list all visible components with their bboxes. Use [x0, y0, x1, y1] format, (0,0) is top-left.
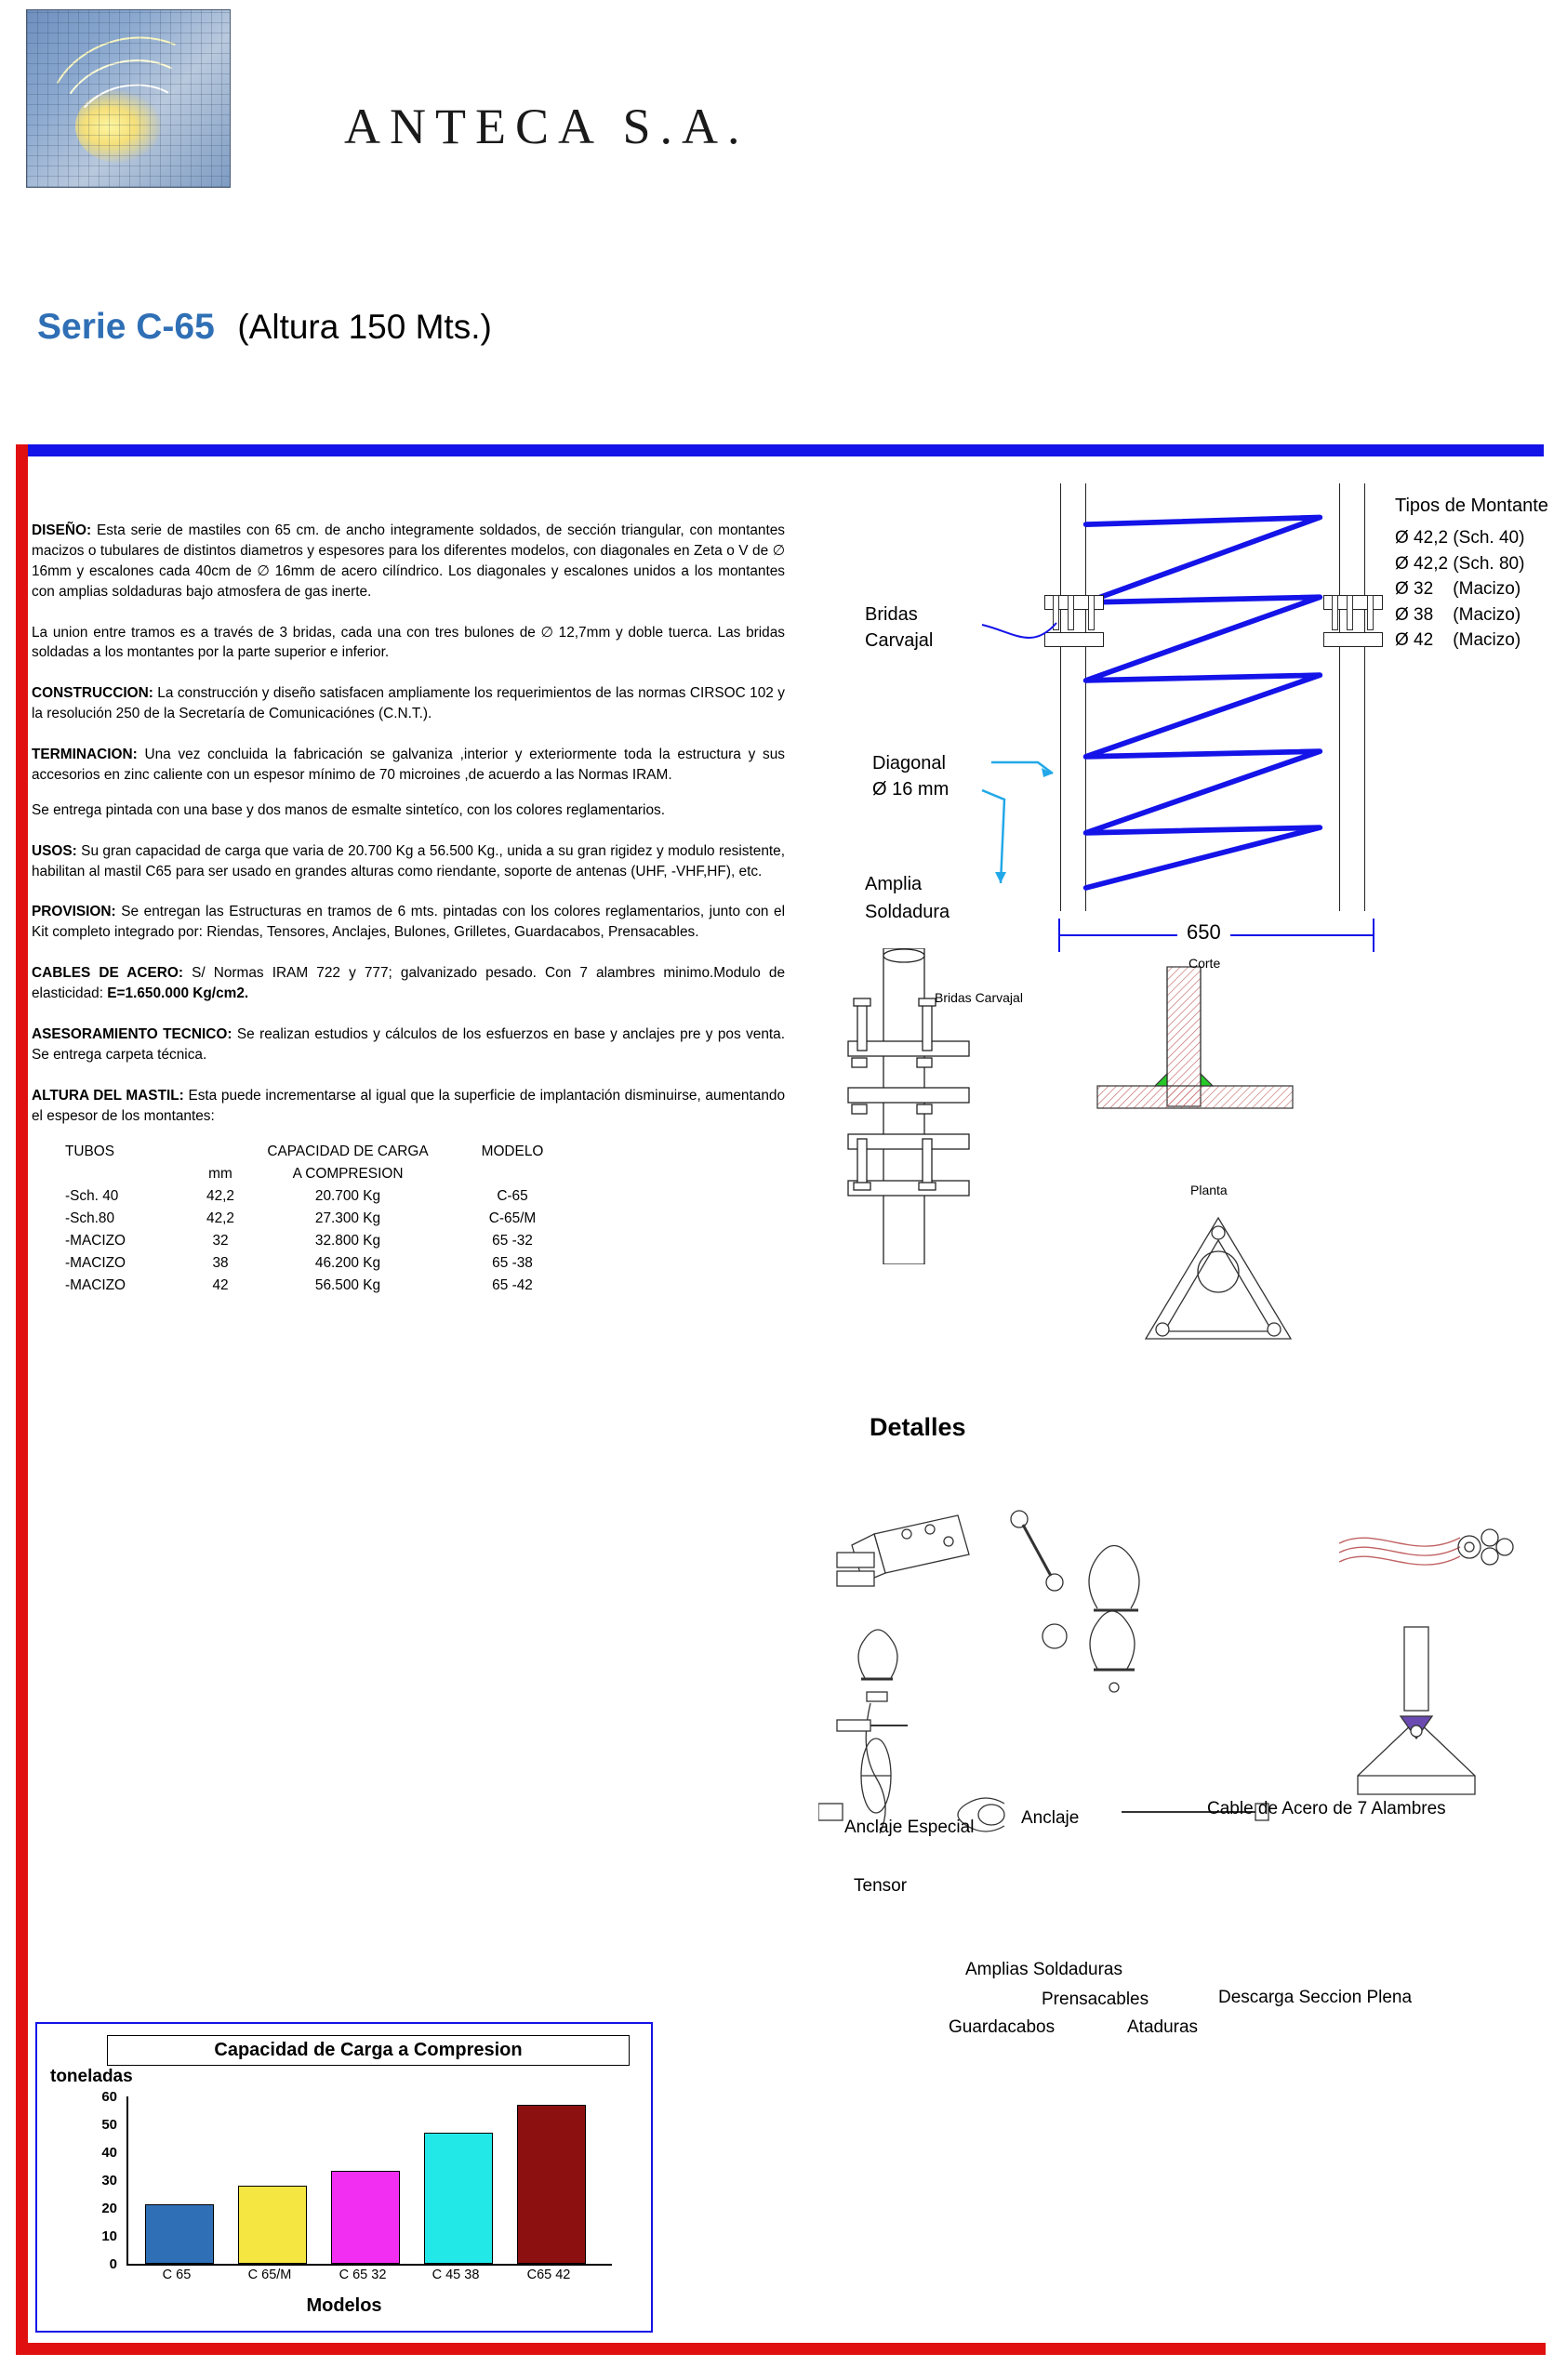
ytick-10: 10 [101, 2228, 117, 2244]
section-union [32, 623, 785, 664]
chart-bar [238, 2186, 307, 2264]
chart-title: Capacidad de Carga a Compresion [107, 2035, 630, 2066]
accessories-drawings [818, 1497, 1553, 1990]
cell-carga: 56.500 Kg [314, 1276, 381, 1293]
label-anclaje-especial: Anclaje Especial [844, 1818, 975, 1837]
section-cables-modulo: E=1.650.000 Kg/cm2. [107, 985, 249, 1001]
table-row [60, 1208, 588, 1230]
th-blank-1 [182, 1141, 259, 1163]
ytick-20: 20 [101, 2201, 117, 2216]
ytick-0: 0 [109, 2256, 117, 2272]
montante-row: Ø 42,2 (Sch. 80) [1395, 553, 1525, 574]
cell-modelo: C-65/M [488, 1210, 537, 1226]
label-diagonal-line1: Diagonal [872, 753, 946, 774]
chart-bar [424, 2133, 493, 2264]
cell-tubo: -MACIZO [65, 1254, 126, 1271]
section-usos [32, 841, 785, 882]
ytick-30: 30 [101, 2173, 117, 2188]
section-usos-text: Su gran capacidad de carga que varia de 20.700 Kg a 56.500 Kg., unida a su gran rigidez y modulo resistente, habilitan al mastil C65 para ser usado en grandes alturas como riendante, soporte de antenas (UHF, -VHF,HF), etc. [32, 842, 785, 879]
cell-mm: 42,2 [206, 1188, 234, 1205]
bottom-red-bar [16, 2343, 1546, 2355]
montante-row: Ø 38 (Macizo) [1395, 604, 1521, 625]
cell-tubo: -Sch. 40 [65, 1188, 119, 1205]
planta-detail [1125, 1199, 1311, 1367]
xtick-label: C 65 [162, 2268, 192, 2282]
montante-row: Ø 42 (Macizo) [1395, 630, 1521, 651]
label-tensor: Tensor [854, 1876, 908, 1896]
brida-right-bottom [1323, 632, 1383, 647]
label-bridas-carvajal-line1: Bridas [865, 604, 918, 625]
corte-detail [1088, 948, 1302, 1218]
brida-bolt [1088, 595, 1095, 630]
section-pintura [32, 800, 785, 821]
section-asesoramiento-text: Se realizan estudios y cálculos de los esfuerzos en base y anclajes pre y pos venta. Se entrega carpeta técnica. [32, 1025, 785, 1063]
cell-tubo: -Sch.80 [65, 1210, 115, 1226]
table-row [60, 1252, 588, 1275]
anteca-logo [26, 9, 231, 188]
left-red-bar [16, 444, 28, 2355]
cell-mm: 42 [212, 1276, 229, 1293]
th-modelo: MODELO [481, 1144, 544, 1160]
series-title: Serie C-65 [37, 307, 215, 347]
montante-types-box [1395, 493, 1548, 654]
table-row [60, 1275, 588, 1297]
montante-title: Tipos de Montante [1395, 496, 1548, 516]
xtick-label: C65 42 [526, 2268, 571, 2282]
brida-left-bottom [1044, 632, 1104, 647]
section-provision-label: PROVISION: [32, 904, 116, 920]
company-name: ANTECA S.A. [344, 99, 750, 154]
label-descarga: Descarga Seccion Plena [1218, 1988, 1413, 2007]
label-amplias-soldaduras: Amplias Soldaduras [965, 1960, 1122, 1979]
brida-bolt [1053, 595, 1059, 630]
brida-bolt [1068, 595, 1074, 630]
chart-bar [145, 2204, 214, 2264]
cell-modelo: 65 -32 [492, 1232, 533, 1249]
section-pintura-text: Se entrega pintada con una base y dos manos de esmalte sintetíco, con los colores reglamentarios. [32, 801, 666, 818]
diagonal-zigzag [1079, 493, 1345, 902]
xtick-label: C 65/M [247, 2268, 292, 2282]
chart-xlabel: Modelos [306, 2295, 382, 2316]
th-mm: mm [208, 1166, 232, 1183]
label-diagonal-line2: Ø 16 mm [872, 779, 949, 800]
section-provision-text: Se entregan las Estructuras en tramos de 6 mts. pintadas con los colores reglamentarios, junto con el Kit completo integrado por: Riendas, Tensores, Anclajes, Bulones, Grilletes, Guardacabos, Prensacables. [32, 904, 785, 941]
page-header [0, 0, 1567, 246]
section-diseno-label: DISEÑO: [32, 522, 92, 538]
section-asesoramiento-label: ASESORAMIENTO TECNICO: [32, 1025, 232, 1042]
section-altura-label: ALTURA DEL MASTIL: [32, 1087, 184, 1104]
blue-divider-bar [28, 444, 1544, 456]
table-row [60, 1185, 588, 1208]
section-cables [32, 963, 785, 1004]
cell-carga: 27.300 Kg [314, 1210, 381, 1226]
section-terminacion-label: TERMINACION: [32, 747, 138, 762]
table-header-row-1 [60, 1141, 588, 1163]
description-column [32, 521, 785, 1297]
tower-elevation-drawing [1060, 483, 1367, 911]
diagram-column [818, 483, 1553, 2343]
dimension-tick-right [1373, 919, 1374, 952]
cell-mm: 38 [212, 1254, 229, 1271]
montante-row: Ø 42,2 (Sch. 40) [1395, 528, 1525, 548]
altura-title: (Altura 150 Mts.) [237, 308, 492, 346]
cell-mm: 32 [212, 1232, 229, 1249]
label-amplia-line1: Amplia [865, 874, 923, 894]
label-anclaje: Anclaje [1021, 1808, 1080, 1828]
th-capacidad: CAPACIDAD DE CARGA [267, 1144, 429, 1160]
label-guardacabos: Guardacabos [949, 2017, 1056, 2037]
section-usos-label: USOS: [32, 842, 77, 859]
section-altura-text: Esta puede incrementarse al igual que la superficie de implantación disminuirse, aumentando el espesor de los montantes: [32, 1087, 785, 1124]
section-diseno-text: Esta serie de mastiles con 65 cm. de ancho integramente soldados, de sección triangular, con montantes macizos o tubulares de distintos diametros y espesores para los diferentes modelos, con diagonales en Zeta o V de ∅ 16mm y escalones cada 40cm de ∅ 16mm de acero cilíndrico. Los diagonales y escalones unidos a los montantes con amplias soldaduras bajo atmosfera de gas inerte. [32, 522, 785, 600]
cell-modelo: C-65 [497, 1188, 528, 1205]
xtick-label: C 65 32 [339, 2268, 387, 2282]
section-terminacion [32, 745, 785, 786]
section-construccion-label: CONSTRUCCION: [32, 685, 153, 702]
th-compresion: A COMPRESION [292, 1166, 404, 1183]
section-terminacion-text: Una vez concluida la fabricación se galvaniza ,interior y exteriormente toda la estructura y sus accesorios en zinc caliente con un espesor mínimo de 70 microines ,de acuerdo a las Normas IRAM. [32, 747, 785, 783]
th-tubos: TUBOS [65, 1144, 115, 1160]
label-corte: Corte [1189, 956, 1221, 971]
chart-y-axis [74, 2089, 121, 2271]
ytick-60: 60 [101, 2089, 117, 2105]
dimension-value: 650 [1177, 920, 1230, 945]
chart-plot-area [126, 2096, 612, 2266]
section-altura [32, 1086, 785, 1127]
cell-carga: 20.700 Kg [314, 1188, 381, 1205]
label-bridas-carvajal-small: Bridas Carvajal [935, 990, 1023, 1005]
label-planta: Planta [1190, 1183, 1228, 1197]
cell-carga: 32.800 Kg [314, 1232, 381, 1249]
ytick-40: 40 [101, 2145, 117, 2161]
capacity-chart [35, 2022, 653, 2333]
tubes-capacity-table [60, 1141, 588, 1296]
section-cables-label: CABLES DE ACERO: [32, 965, 183, 982]
cell-modelo: 65 -42 [492, 1276, 533, 1293]
chart-ylabel: toneladas [50, 2067, 133, 2086]
table-header-row-2 [60, 1163, 588, 1185]
label-amplia-line2: Soldadura [865, 902, 950, 922]
brida-bolt [1332, 595, 1338, 630]
cell-tubo: -MACIZO [65, 1232, 126, 1249]
brida-bolt [1367, 595, 1374, 630]
cell-carga: 46.200 Kg [314, 1254, 381, 1271]
th-blank-3 [437, 1163, 588, 1185]
label-ataduras: Ataduras [1127, 2017, 1199, 2037]
label-prensacables: Prensacables [1042, 1990, 1149, 2009]
th-blank-2 [60, 1163, 182, 1185]
label-cable-acero: Cable de Acero de 7 Alambres [1207, 1799, 1446, 1818]
cell-mm: 42,2 [206, 1210, 234, 1226]
table-row [60, 1230, 588, 1252]
section-cables-text: S/ Normas IRAM 722 y 777; galvanizado pesado. Con 7 alambres minimo.Modulo de elasticidad: [32, 965, 785, 1001]
cell-tubo: -MACIZO [65, 1276, 126, 1293]
section-union-text: La union entre tramos es a través de 3 bridas, cada una con tres bulones de ∅ 12,7mm y doble tuerca. Las bridas soldadas a los montantes por la parte superior e inferior. [32, 624, 785, 661]
chart-bar [331, 2171, 400, 2264]
section-construccion [32, 683, 785, 724]
section-construccion-text: La construcción y diseño satisfacen ampliamente los requerimientos de las normas CIRSOC 102 y la resolución 250 de la Secretaría de Comunicaciónes (C.N.T.). [32, 685, 785, 722]
cell-modelo: 65 -38 [492, 1254, 533, 1271]
ytick-50: 50 [101, 2117, 117, 2133]
detalles-title: Detalles [870, 1413, 966, 1441]
brida-bolt [1347, 595, 1353, 630]
dimension-tick-left [1058, 919, 1060, 952]
section-diseno [32, 521, 785, 602]
section-asesoramiento [32, 1025, 785, 1065]
montante-row: Ø 32 (Macizo) [1395, 579, 1521, 600]
chart-bar [517, 2105, 586, 2265]
xtick-label: C 45 38 [432, 2268, 480, 2282]
page-title [37, 307, 492, 348]
label-bridas-carvajal-line2: Carvajal [865, 630, 934, 651]
logo-grid [27, 10, 230, 187]
section-provision [32, 902, 785, 943]
